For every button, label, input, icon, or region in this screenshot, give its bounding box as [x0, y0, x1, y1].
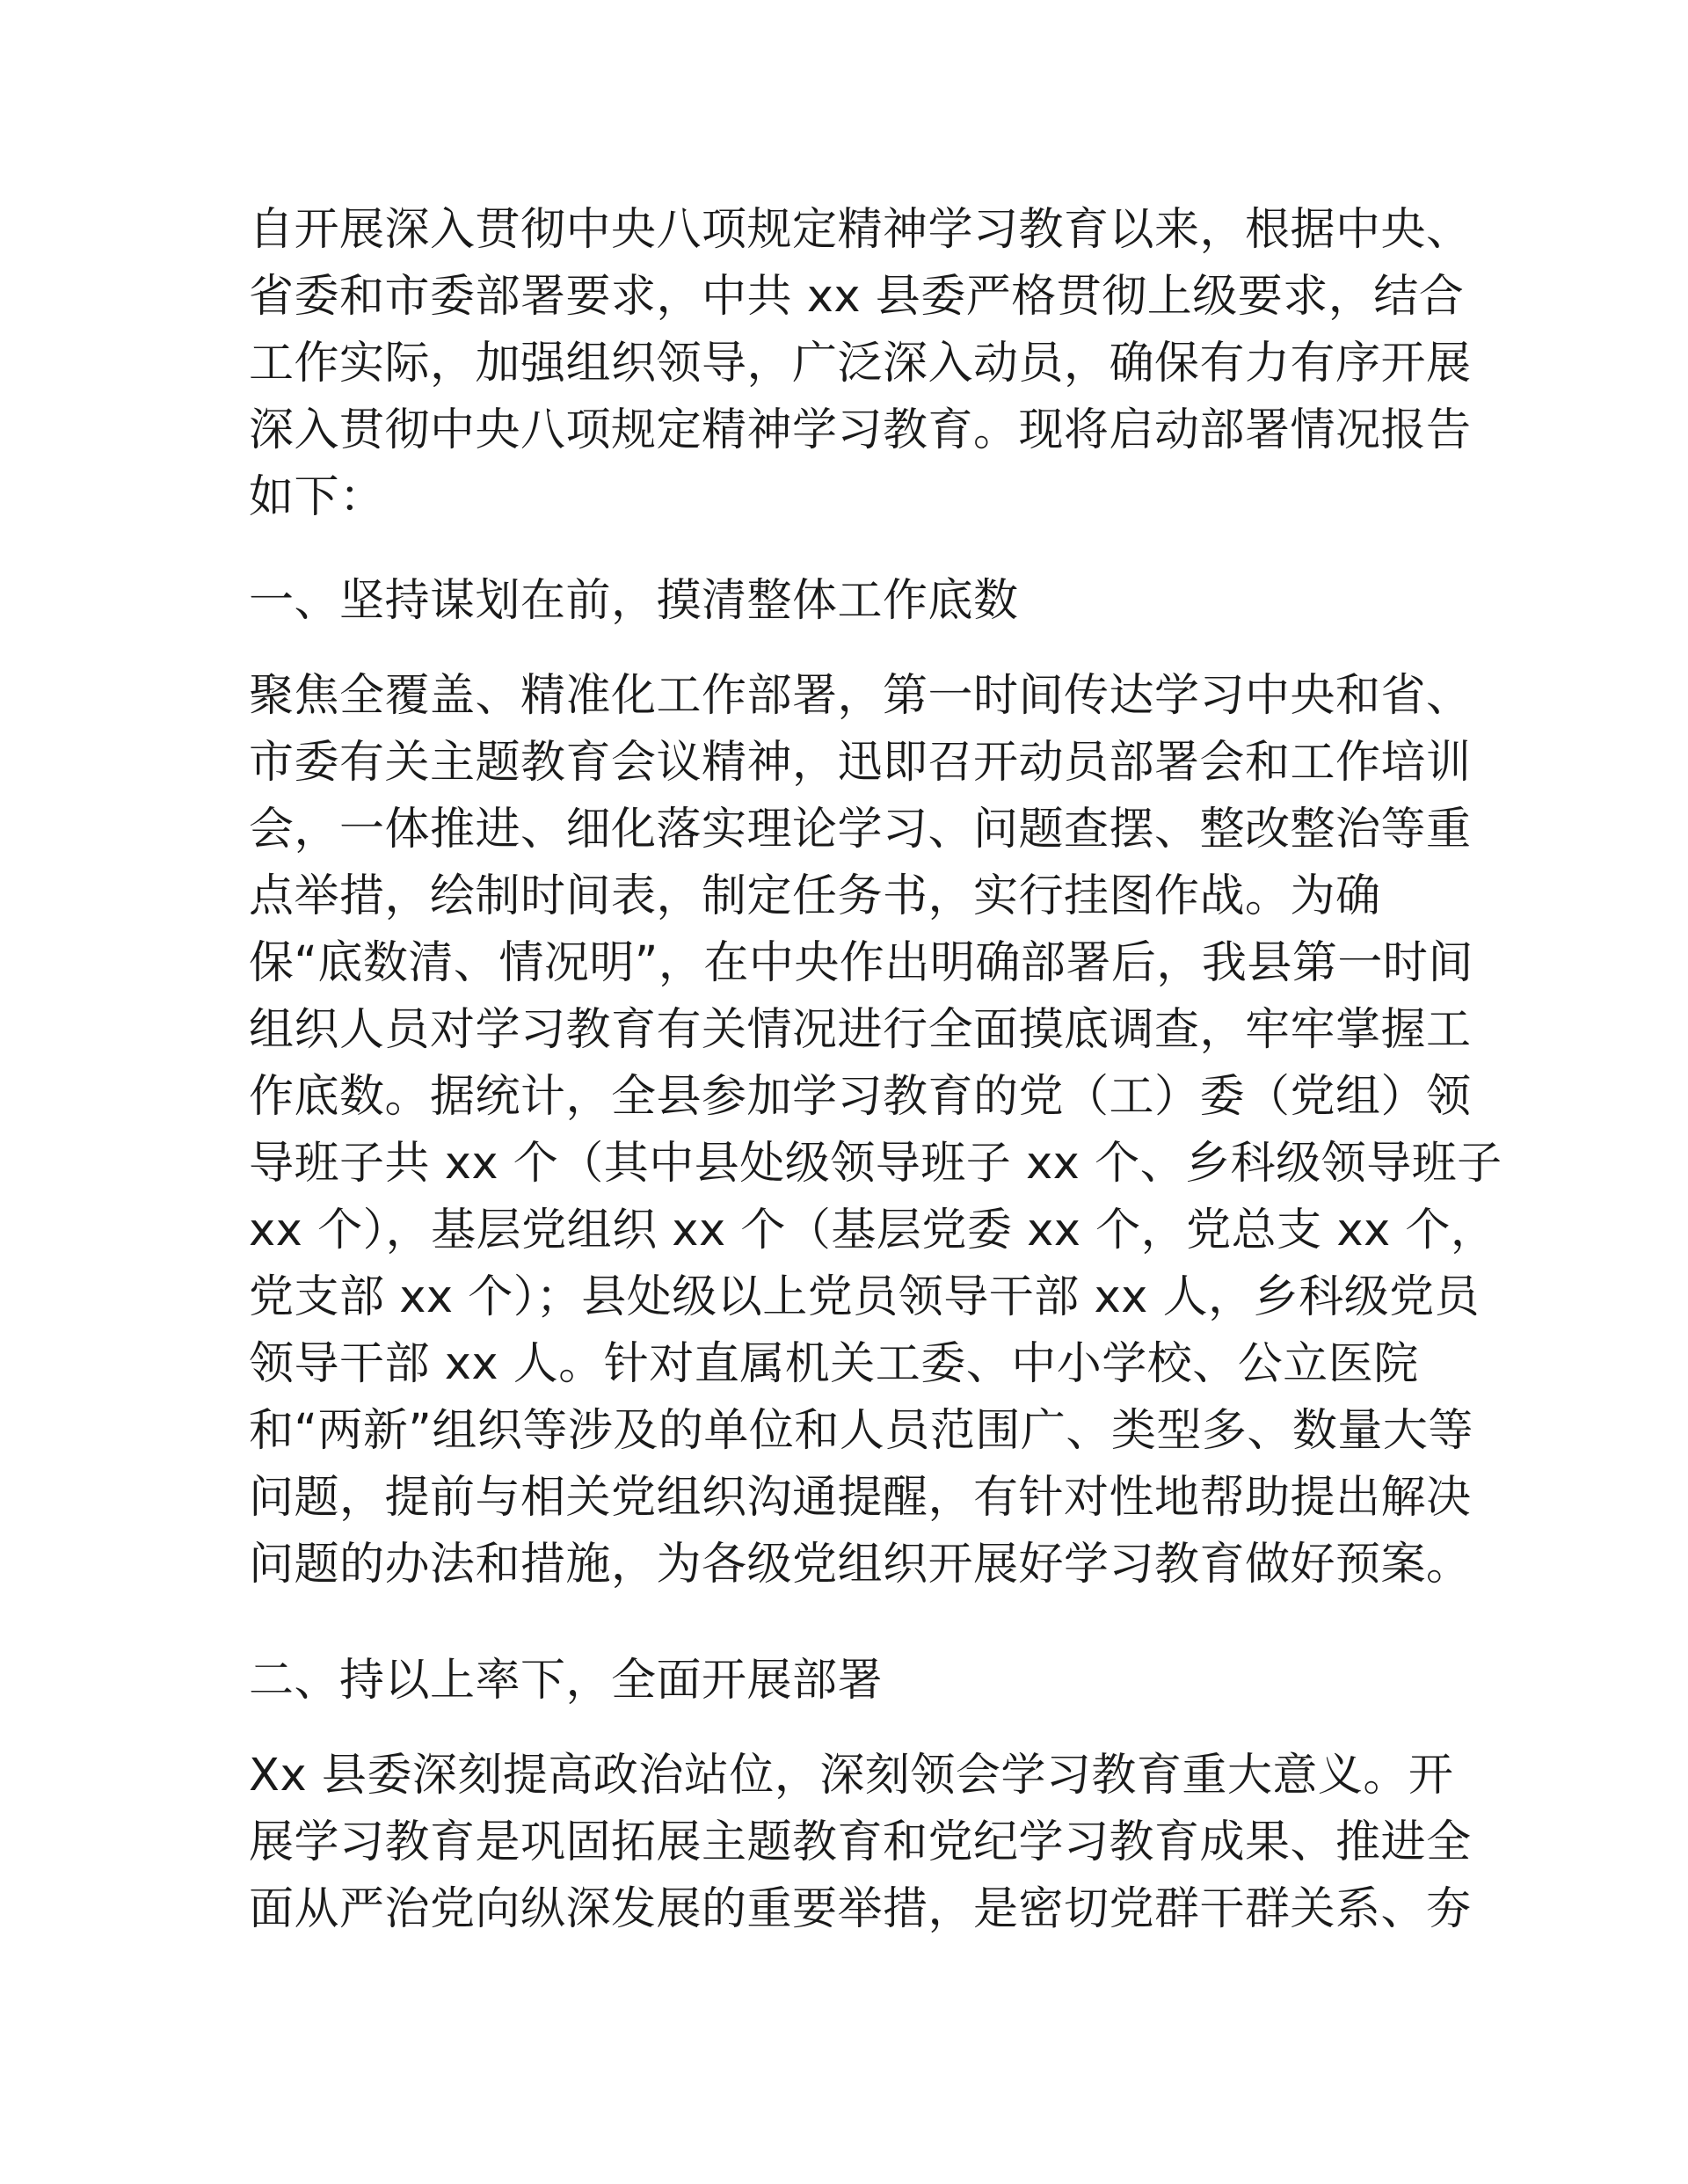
- text-line: Xx 县委深刻提高政治站位，深刻领会学习教育重大意义。开: [249, 1750, 1454, 1802]
- text-line: 问题，提前与相关党组织沟通提醒，有针对性地帮助提出解决: [249, 1472, 1472, 1524]
- text-line: 面从严治党向纵深发展的重要举措，是密切党群干群关系、夯: [249, 1883, 1472, 1935]
- section-1-heading: [249, 568, 1462, 635]
- text-line: 作底数。据统计，全县参加学习教育的党（工）委（党组）领: [249, 1071, 1472, 1123]
- text-line: 聚焦全覆盖、精准化工作部署，第一时间传达学习中央和省、: [249, 670, 1472, 722]
- text-line: 省委和市委部署要求，中共 xx 县委严格贯彻上级要求，结合: [249, 271, 1465, 323]
- text-line: 深入贯彻中央八项规定精神学习教育。现将启动部署情况报告: [249, 404, 1472, 456]
- section-2-heading: [249, 1648, 1462, 1714]
- text-line: 如下：: [249, 471, 385, 523]
- text-line: 问题的办法和措施，为各级党组织开展好学习教育做好预案。: [249, 1539, 1472, 1591]
- text-line: 领导干部 xx 人。针对直属机关工委、中小学校、公立医院: [249, 1338, 1419, 1390]
- text-line: 保“底数清、情况明”，在中央作出明确部署后，我县第一时间: [249, 937, 1473, 989]
- heading-text: 一、坚持谋划在前，摸清整体工作底数: [249, 575, 1019, 627]
- text-line: 组织人员对学习教育有关情况进行全面摸底调查，牢牢掌握工: [249, 1004, 1472, 1056]
- text-line: 导班子共 xx 个（其中县处级领导班子 xx 个、乡科级领导班子: [249, 1138, 1502, 1190]
- text-line: 党支部 xx 个）；县处级以上党员领导干部 xx 人，乡科级党员: [249, 1271, 1481, 1323]
- text-line: 点举措，绘制时间表，制定任务书，实行挂图作战。为确: [249, 870, 1381, 922]
- section-1-paragraph: [249, 663, 1502, 1598]
- text-line: 和“两新”组织等涉及的单位和人员范围广、类型多、数量大等: [249, 1405, 1473, 1457]
- text-line: 会，一体推进、细化落实理论学习、问题查摆、整改整治等重: [249, 804, 1472, 855]
- text-line: 市委有关主题教育会议精神，迅即召开动员部署会和工作培训: [249, 737, 1472, 789]
- intro-paragraph: [249, 197, 1472, 531]
- text-line: 自开展深入贯彻中央八项规定精神学习教育以来，根据中央、: [249, 204, 1472, 256]
- section-2-paragraph: [249, 1743, 1472, 1943]
- text-line: xx 个），基层党组织 xx 个（基层党委 xx 个，党总支 xx 个，: [249, 1205, 1496, 1256]
- text-line: 展学习教育是巩固拓展主题教育和党纪学习教育成果、推进全: [249, 1816, 1472, 1868]
- text-line: 工作实际，加强组织领导，广泛深入动员，确保有力有序开展: [249, 338, 1472, 389]
- heading-text: 二、持以上率下，全面开展部署: [249, 1655, 884, 1707]
